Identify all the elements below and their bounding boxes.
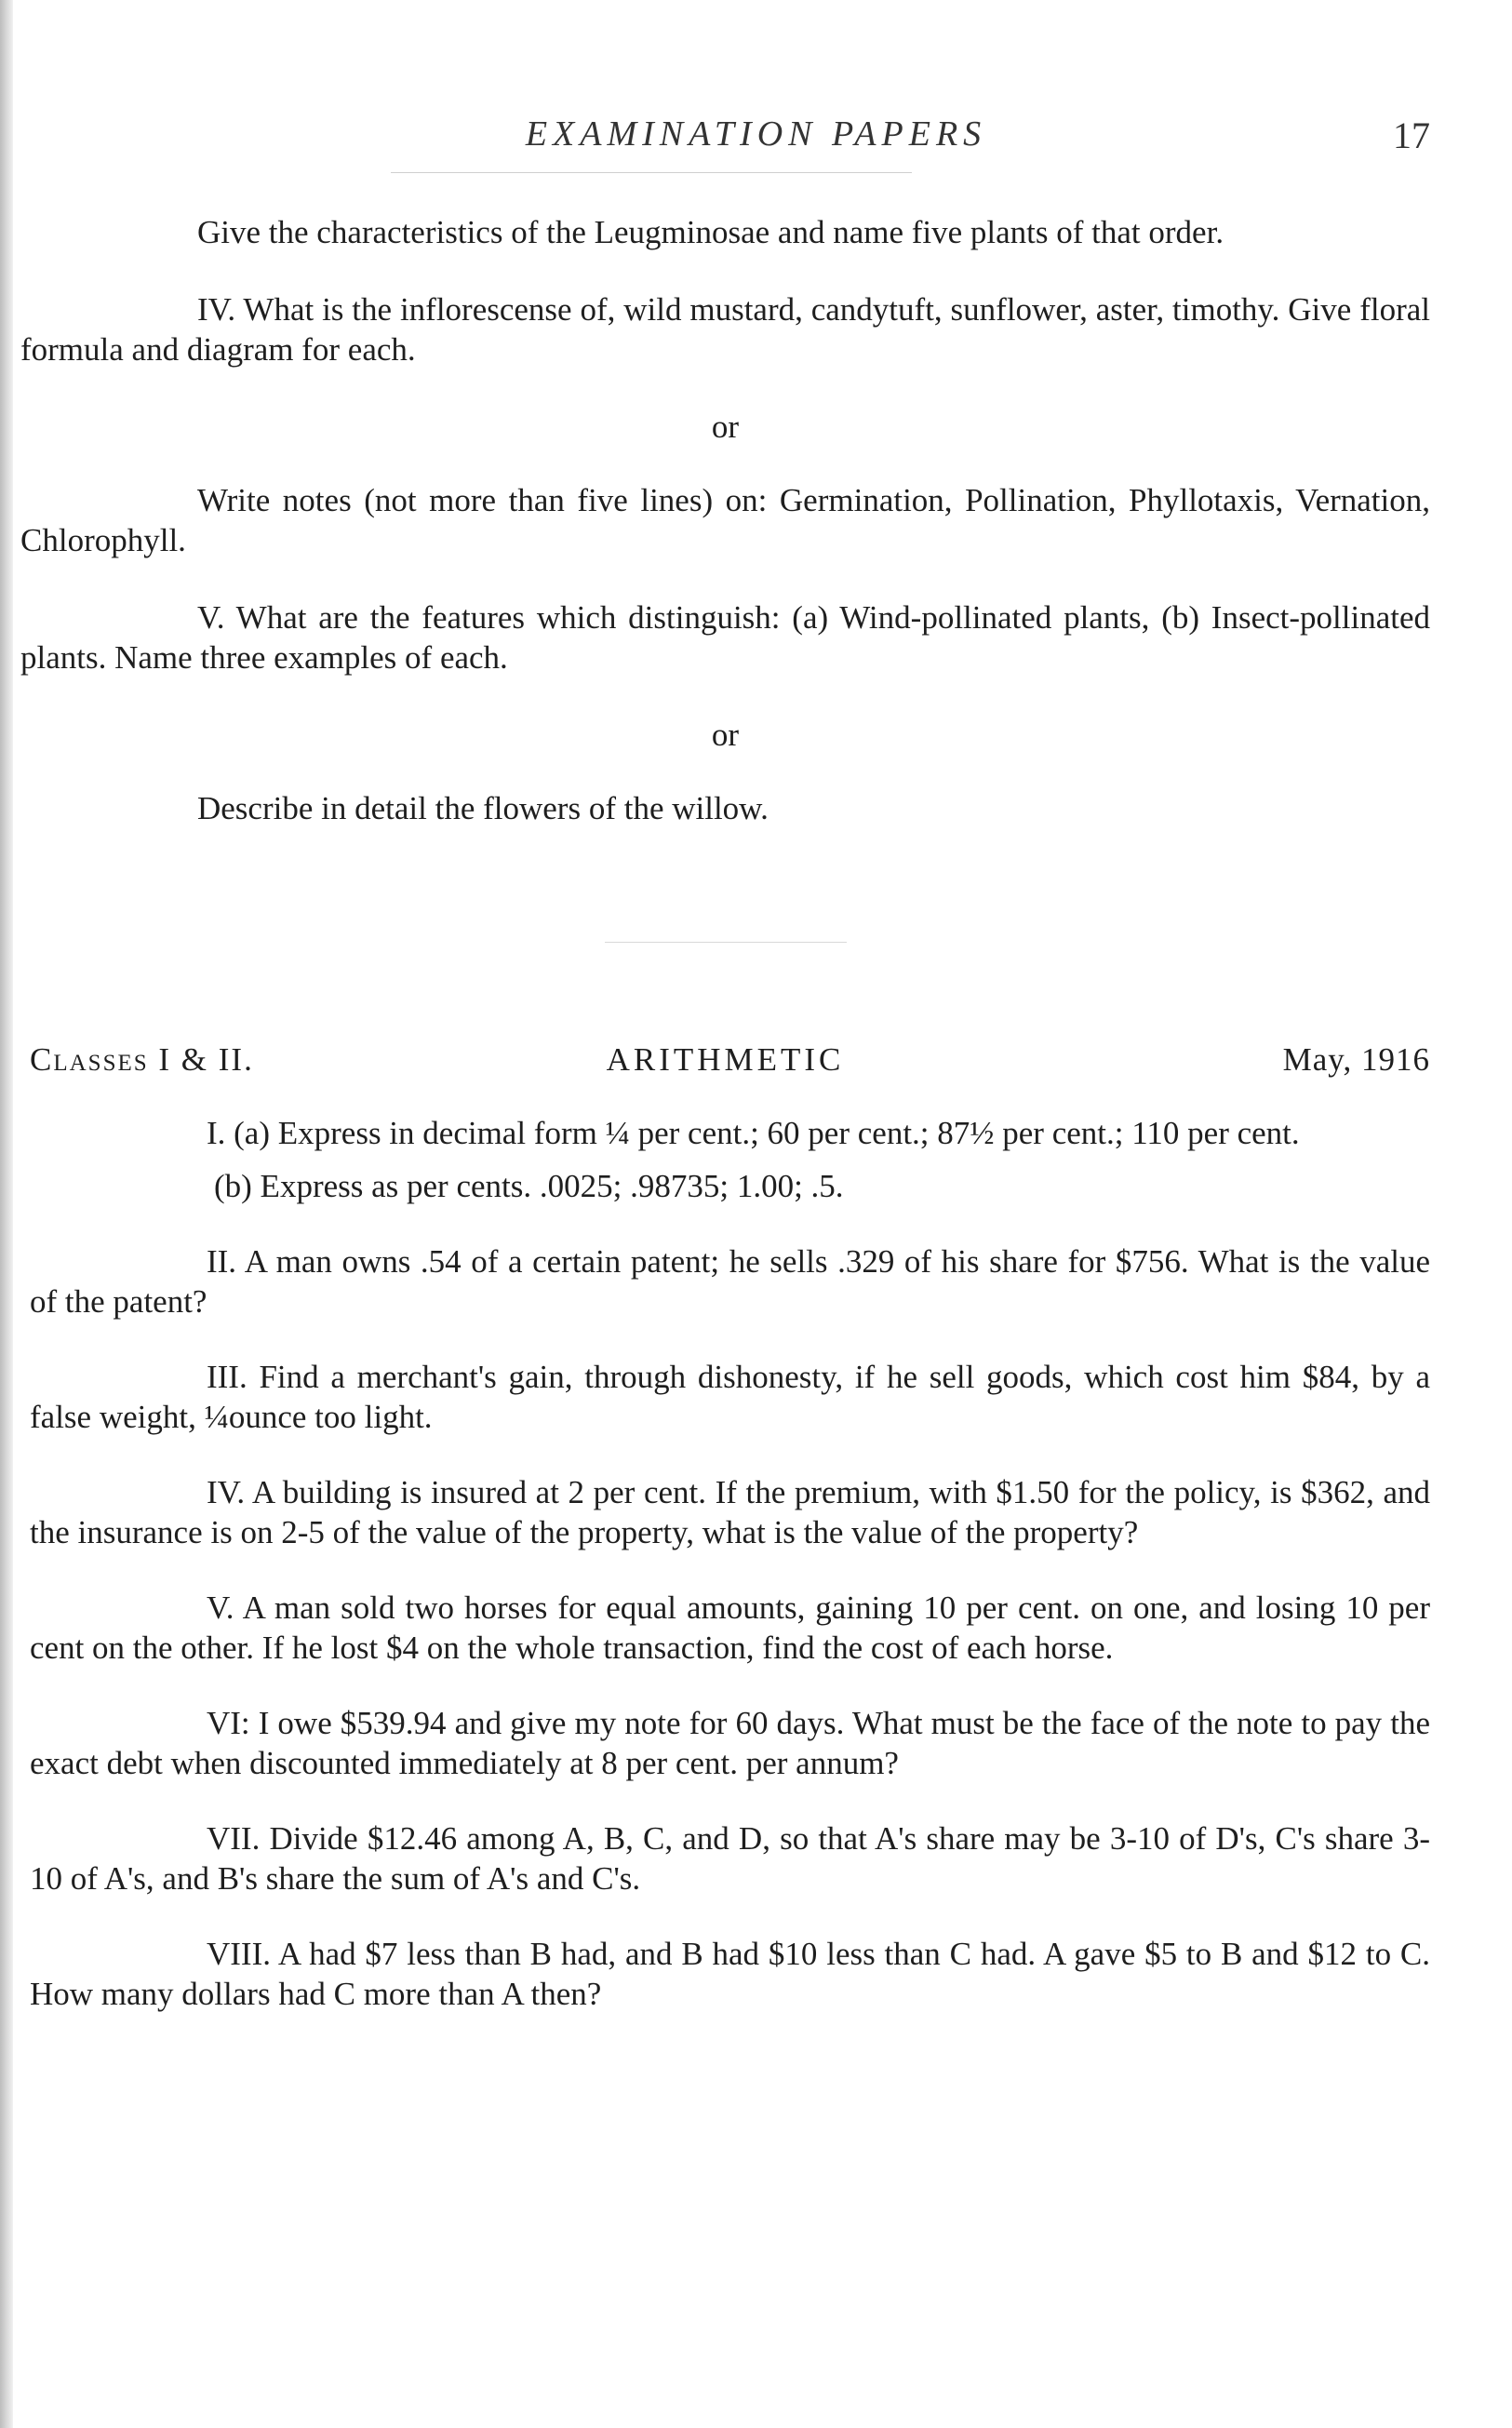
botany-paragraph-characteristics: Give the characteristics of the Leugminosae and name five plants of that order. [197, 214, 1224, 250]
page-edge-shadow [0, 0, 13, 2428]
running-header [0, 114, 1512, 169]
question-vi: VI: I owe $539.94 and give my note for 60 days. What must be the face of the note to pay the exact debt when discounted immediately at 8 per cent. per annum? [30, 1705, 1430, 1781]
question-iv: IV. A building is insured at 2 per cent. If the premium, with $1.50 for the policy, is $362, and the insurance is on 2-5 of the value of the property, what is the value of the property? [30, 1474, 1430, 1550]
question-i-a: I. (a) Express in decimal form ¼ per cent.; 60 per cent.; 87½ per cent.; 110 per cent. [207, 1115, 1300, 1151]
section-divider [605, 942, 847, 943]
header-rule [391, 172, 912, 173]
page-content [20, 212, 1430, 2049]
question-ii: II. A man owns .54 of a certain patent; he sells .329 of his share for $756. What is the value of the patent? [30, 1243, 1430, 1320]
section-date: May, 1916 [1282, 1041, 1430, 1078]
or-separator: or [711, 409, 740, 445]
question-v: V. A man sold two horses for equal amounts, gaining 10 per cent. on one, and losing 10 per cent on the other. If he lost $4 on the whole transaction, find the cost of each horse. [30, 1590, 1430, 1666]
botany-question-iv: IV. What is the inflorescense of, wild mustard, candytuft, sunflower, aster, timothy. Give floral formula and diagram for each. [20, 291, 1430, 368]
section-classes: Classes I & II. [30, 1041, 254, 1078]
question-viii: VIII. A had $7 less than B had, and B had $10 less than C had. A gave $5 to B and $12 to C. How many dollars had C more than A then? [30, 1936, 1430, 2012]
question-i-b: (b) Express as per cents. .0025; .98735; 1.00; .5. [214, 1168, 844, 1204]
section-header [20, 1040, 1430, 1080]
running-title: EXAMINATION PAPERS [525, 114, 987, 154]
page-number: 17 [1393, 114, 1430, 156]
question-iii: III. Find a merchant's gain, through dishonesty, if he sell goods, which cost him $84, by a false weight, ¼ounce too light. [30, 1359, 1430, 1435]
or-separator: or [711, 717, 740, 753]
botany-paragraph-notes: Write notes (not more than five lines) on: Germination, Pollination, Phyllotaxis, Vernation, Chlorophyll. [20, 482, 1430, 558]
question-vii: VII. Divide $12.46 among A, B, C, and D, so that A's share may be 3-10 of D's, C's share 3-10 of A's, and B's share the sum of A's and C's. [30, 1820, 1430, 1897]
botany-paragraph-willow: Describe in detail the flowers of the willow. [197, 790, 769, 826]
section-subject: ARITHMETIC [606, 1041, 845, 1078]
arithmetic-questions [20, 1113, 1430, 2014]
botany-question-v: V. What are the features which distinguish: (a) Wind-pollinated plants, (b) Insect-pollinated plants. Name three examples of each. [20, 599, 1430, 676]
